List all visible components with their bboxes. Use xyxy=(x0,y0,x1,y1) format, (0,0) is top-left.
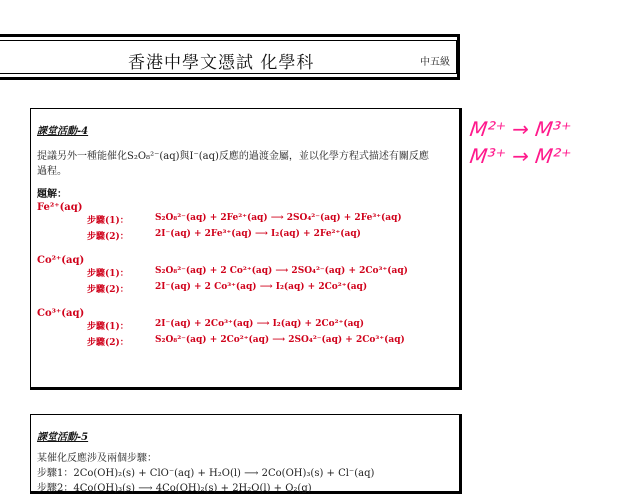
activity-5-box xyxy=(30,414,462,494)
activity-5-line-3: 步驟2：4Co(OH)₃(s) ⟶ 4Co(OH)₂(s) + 2H₂O(l) + O₂(g) xyxy=(37,483,312,494)
solution-label: 題解： xyxy=(37,189,67,200)
step-equation: 2I⁻(aq) + 2Fe³⁺(aq) ⟶ I₂(aq) + 2Fe²⁺(aq) xyxy=(155,229,361,239)
step-row xyxy=(37,319,453,335)
step-label: 步驟(2)： xyxy=(87,232,129,242)
ion-heading: Co³⁺(aq) xyxy=(37,308,85,319)
activity-5-title: 課堂活動-5 xyxy=(37,432,89,443)
step-equation: S₂O₈²⁻(aq) + 2 Co²⁺(aq) ⟶ 2SO₄²⁻(aq) + 2Co³⁺(aq) xyxy=(155,266,408,276)
page-title: 香港中學文憑試 化學科 xyxy=(128,53,315,73)
step-row xyxy=(37,229,453,245)
ion-heading: Fe²⁺(aq) xyxy=(37,202,83,213)
ion-heading: Co²⁺(aq) xyxy=(37,255,85,266)
step-equation: S₂O₈²⁻(aq) + 2Co²⁺(aq) ⟶ 2SO₄²⁻(aq) + 2Co³⁺(aq) xyxy=(155,335,405,345)
step-row xyxy=(37,335,453,351)
prompt-line-1: 提議另外一種能催化S₂O₈²⁻(aq)與I⁻(aq)反應的過渡金屬，並以化學方程式描述有關反應 xyxy=(37,151,429,162)
step-equation: 2I⁻(aq) + 2 Co³⁺(aq) ⟶ I₂(aq) + 2Co²⁺(aq) xyxy=(155,282,368,292)
activity-4-title: 課堂活動-4 xyxy=(37,126,89,137)
step-equation: S₂O₈²⁻(aq) + 2Fe²⁺(aq) ⟶ 2SO₄²⁻(aq) + 2Fe³⁺(aq) xyxy=(155,213,402,223)
prompt-line-2: 過程。 xyxy=(37,166,67,177)
handwritten-annotation-2: M³⁺ → M²⁺ xyxy=(468,144,573,168)
step-row xyxy=(37,266,453,282)
handwritten-annotation-1: M²⁺ → M³⁺ xyxy=(468,117,573,141)
step-row xyxy=(37,282,453,298)
activity-4-prompt xyxy=(37,149,453,179)
step-equation: 2I⁻(aq) + 2Co³⁺(aq) ⟶ I₂(aq) + 2Co²⁺(aq) xyxy=(155,319,364,329)
catalyst-group-co3 xyxy=(37,308,453,351)
catalyst-group-co2 xyxy=(37,255,453,298)
step-label: 步驟(1)： xyxy=(87,216,129,226)
step-row xyxy=(37,213,453,229)
step-label: 步驟(1)： xyxy=(87,322,129,332)
activity-5-line-2: 步驟1：2Co(OH)₂(s) + ClO⁻(aq) + H₂O(l) ⟶ 2Co(OH)₃(s) + Cl⁻(aq) xyxy=(37,468,375,479)
grade-label: 中五級 xyxy=(420,57,450,68)
step-label: 步驟(2)： xyxy=(87,338,129,348)
step-label: 步驟(1)： xyxy=(87,269,129,279)
activity-4-box xyxy=(30,108,462,390)
step-label: 步驟(2)： xyxy=(87,285,129,295)
activity-5-line-1: 某催化反應涉及兩個步驟： xyxy=(37,453,157,464)
catalyst-group-fe2 xyxy=(37,202,453,245)
